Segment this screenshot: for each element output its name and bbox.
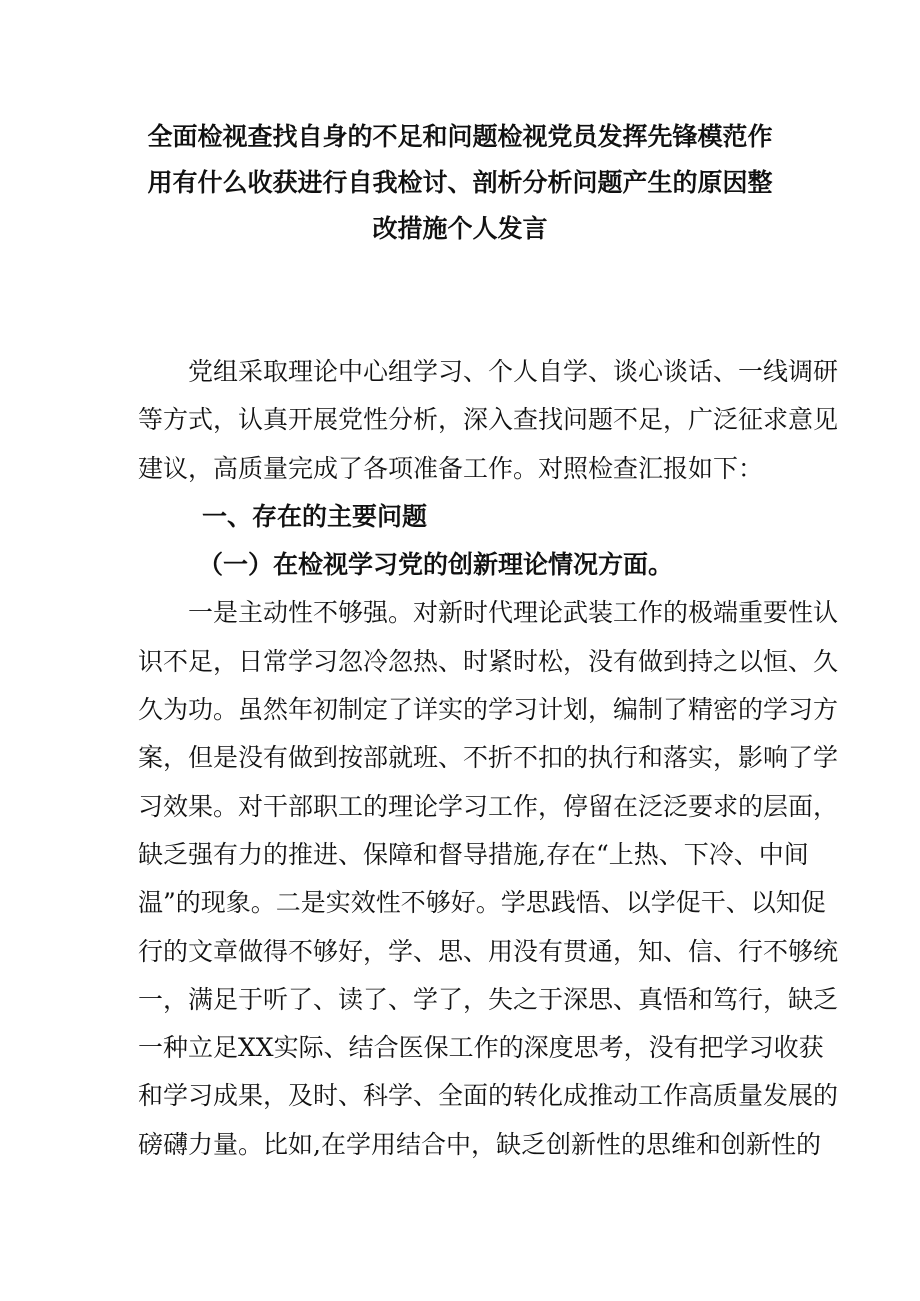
title-line-1: 全面检视查找自身的不足和问题检视党员发挥先锋模范作 bbox=[147, 122, 773, 151]
body-line-8: 行的文章做得不够好，学、思、用没有贯通，知、信、行不够统 bbox=[138, 936, 839, 966]
body-line-10: 一种立足XX实际、结合医保工作的深度思考，没有把学习收获 bbox=[138, 1033, 824, 1063]
body-line-2: 识不足，日常学习忽冷忽热、时紧时松，没有做到持之以恒、久 bbox=[138, 646, 839, 676]
title-line-3: 改措施个人发言 bbox=[372, 214, 548, 243]
body-line-1: 一是主动性不够强。对新时代理论武装工作的极端重要性认 bbox=[188, 598, 839, 628]
intro-line-1: 党组采取理论中心组学习、个人自学、谈心谈话、一线调研 bbox=[188, 357, 839, 386]
section-heading: 一、存在的主要问题 bbox=[202, 501, 428, 531]
body-line-4: 案，但是没有做到按部就班、不折不扣的执行和落实，影响了学 bbox=[138, 743, 839, 773]
title-line-2: 用有什么收获进行自我检讨、剖析分析问题产生的原因整 bbox=[147, 168, 773, 197]
body-line-5: 习效果。对干部职工的理论学习工作，停留在泛泛要求的层面， bbox=[138, 791, 839, 821]
body-line-9: 一，满足于听了、读了、学了，失之于深思、真悟和笃行，缺乏 bbox=[138, 984, 839, 1014]
body-line-12: 磅礴力量。比如,在学用结合中，缺乏创新性的思维和创新性的 bbox=[138, 1129, 821, 1159]
intro-line-2: 等方式，认真开展党性分析，深入查找问题不足，广泛征求意见 bbox=[138, 405, 839, 435]
intro-line-3: 建议，高质量完成了各项准备工作。对照检查汇报如下： bbox=[138, 453, 764, 483]
subsection-heading: （一）在检视学习党的创新理论情况方面。 bbox=[198, 550, 674, 580]
body-line-6: 缺乏强有力的推进、保障和督导措施,存在“上热、下冷、中间 bbox=[138, 839, 809, 869]
body-line-7: 温”的现象。二是实效性不够好。学思践悟、以学促干、以知促 bbox=[138, 888, 826, 918]
body-line-3: 久为功。虽然年初制定了详实的学习计划，编制了精密的学习方 bbox=[138, 695, 839, 725]
document-title bbox=[140, 114, 780, 252]
intro-paragraph bbox=[138, 348, 839, 493]
body-line-11: 和学习成果，及时、科学、全面的转化成推动工作高质量发展的 bbox=[138, 1081, 839, 1111]
body-paragraph bbox=[138, 589, 839, 1169]
document-body bbox=[138, 348, 839, 1169]
